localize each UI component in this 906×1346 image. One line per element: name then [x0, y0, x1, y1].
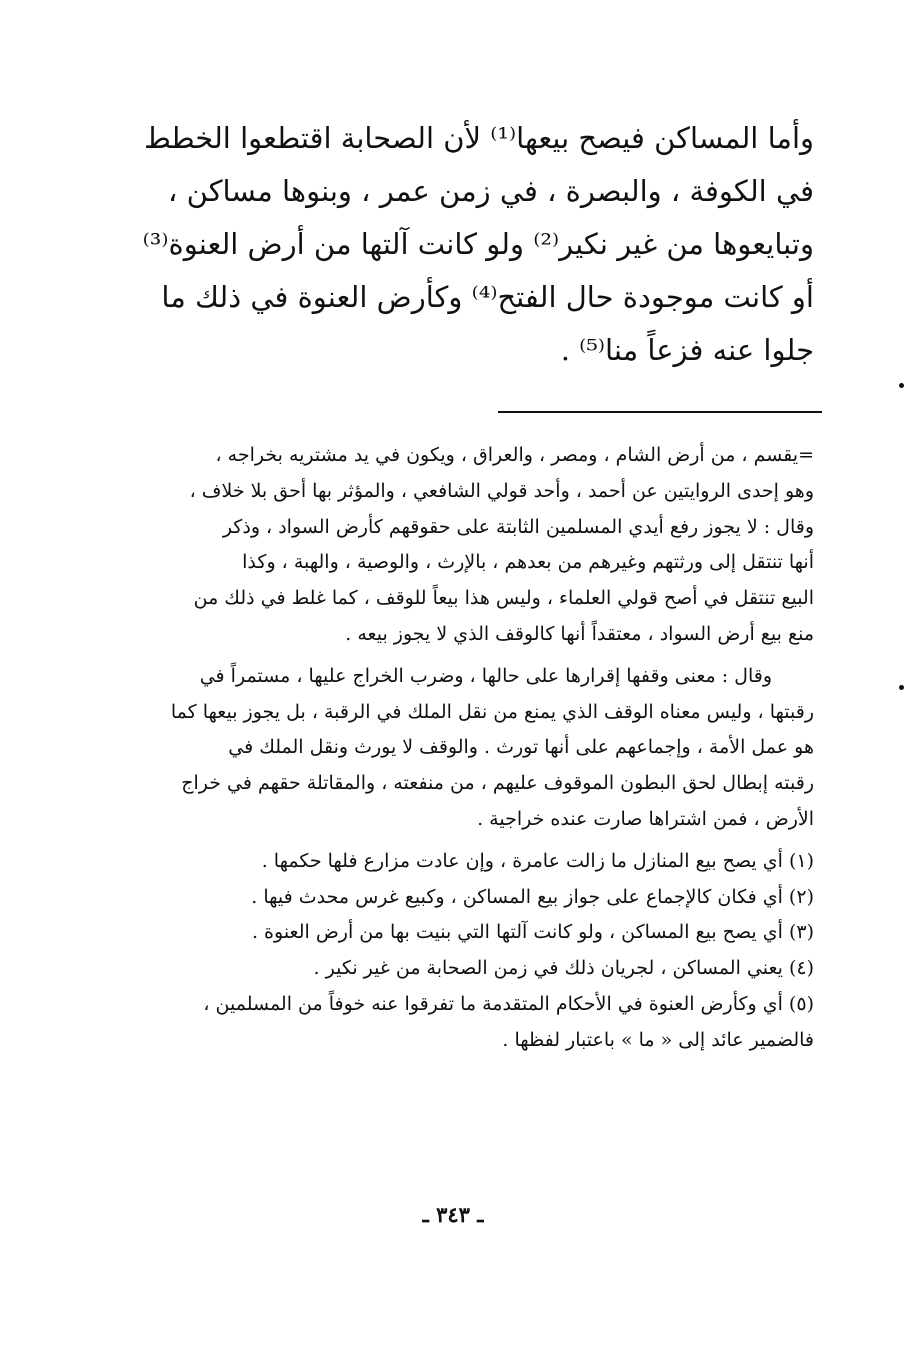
footnote-line: وقال : معنى وقفها إقرارها على حالها ، وضرب الخراج عليها ، مستمراً في	[199, 664, 772, 687]
main-text-line: في الكوفة ، والبصرة ، في زمن عمر ، وبنوها مساكن ،	[168, 174, 814, 208]
footnote-line: =يقسم ، من أرض الشام ، ومصر ، والعراق ، ويكون في يد مشتريه بخراجه ،	[215, 444, 814, 466]
footnote-line: الأرض ، فمن اشتراها صارت عنده خراجية .	[477, 807, 814, 830]
footnote-5: (٥) أي وكأرض العنوة في الأحكام المتقدمة ما تفرقوا عنه خوفاً من المسلمين ،	[203, 992, 814, 1015]
numbered-footnotes	[92, 844, 814, 1059]
footnote-line: منع بيع أرض السواد ، معتقداً أنها كالوقف الذي لا يجوز بيعه .	[345, 622, 814, 645]
footnote-line: رقبته إبطال لحق البطون الموقوف عليهم ، من منفعته ، والمقاتلة حقهم في خراج	[181, 772, 814, 795]
footnote-line: هو عمل الأمة ، وإجماعهم على أنها تورث . والوقف لا يورث ونقل الملك في	[228, 736, 814, 759]
footnote-line: رقبتها ، وليس معناه الوقف الذي يمنع من نقل الملك في الرقبة ، بل يجوز بيعها كما	[170, 700, 814, 723]
footnote-5-continuation: فالضمير عائد إلى « ما » باعتبار لفظها .	[502, 1028, 814, 1051]
main-text-line: وتبايعوها من غير نكير⁽²⁾ ولو كانت آلتها من أرض العنوة⁽³⁾	[142, 227, 814, 261]
footnote-line: البيع تنتقل في أصح قولي العلماء ، وليس هذا بيعاً للوقف ، كما غلط في ذلك من	[193, 587, 814, 610]
footnote-line: أنها تنتقل إلى ورثتهم وغيرهم من بعدهم ، بالإرث ، والوصية ، والهبة ، وكذا	[242, 551, 814, 574]
main-text	[92, 112, 814, 377]
margin-mark	[899, 383, 904, 388]
footnote-continuation	[92, 438, 814, 653]
footnote-2: (٢) أي فكان كالإجماع على جواز بيع المساكن ، وكبيع غرس محدث فيها .	[251, 885, 814, 908]
main-text-line: أو كانت موجودة حال الفتح⁽⁴⁾ وكأرض العنوة في ذلك ما	[161, 280, 814, 314]
footnote-line: وهو إحدى الروايتين عن أحمد ، وأحد قولي الشافعي ، والمؤثر بها أحق بلا خلاف ،	[189, 479, 814, 502]
footnote-3: (٣) أي يصح بيع المساكن ، ولو كانت آلتها التي بنيت بها من أرض العنوة .	[251, 921, 814, 944]
main-text-line: جلوا عنه فزعاً منا⁽⁵⁾ .	[560, 333, 814, 367]
footnote-paragraph	[92, 659, 814, 838]
footnote-1: (١) أي يصح بيع المنازل ما زالت عامرة ، وإن عادت مزارع فلها حكمها .	[261, 849, 814, 872]
footnote-4: (٤) يعني المساكن ، لجريان ذلك في زمن الصحابة من غير نكير .	[313, 957, 814, 980]
footnote-divider	[498, 411, 822, 413]
footnotes	[92, 438, 814, 1065]
footnote-line: وقال : لا يجوز رفع أيدي المسلمين الثابتة على حقوقهم كأرض السواد ، وذكر	[222, 515, 814, 538]
main-text-line: وأما المساكن فيصح بيعها⁽¹⁾ لأن الصحابة اقتطعوا الخطط	[143, 121, 814, 155]
margin-mark	[899, 685, 904, 690]
page-number: ـ ٣٤٣ ـ	[422, 1202, 484, 1227]
